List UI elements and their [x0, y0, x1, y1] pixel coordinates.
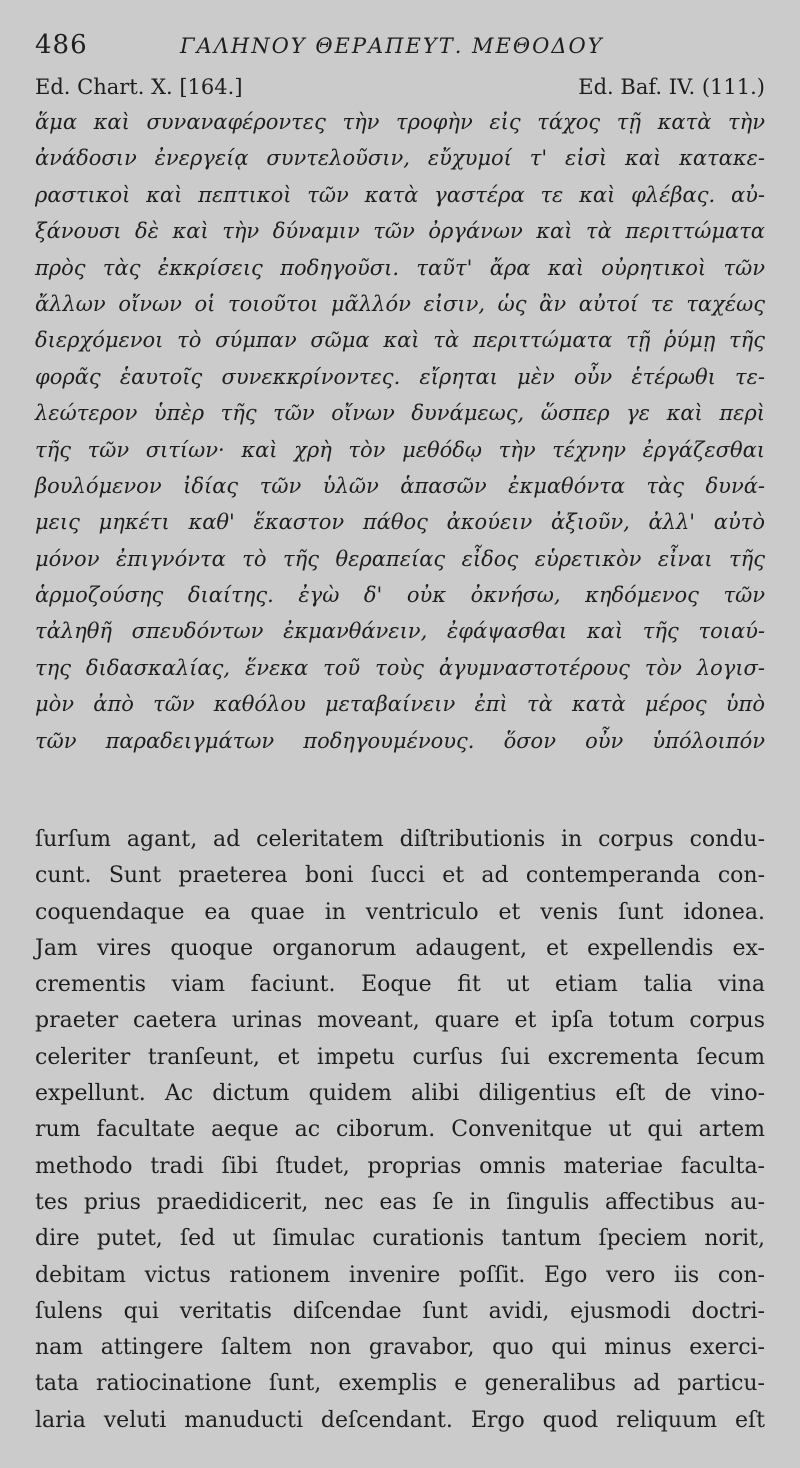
- latin-text-line: ſurſum agant, ad celeritatem diſtributionis in corpus condu-: [35, 827, 765, 852]
- latin-text-line: dire putet, ſed ut ſimulac curationis tantum ſpeciem norit,: [35, 1226, 765, 1252]
- greek-text-line: διερχόμενοι τὸ σύμπαν σῶμα καὶ τὰ περιττώματα τῇ ῥύμῃ τῆς: [35, 328, 765, 353]
- greek-text-line: ἀνάδοσιν ἐνεργείᾳ συντελοῦσιν, εὔχυμοί τ' εἰσὶ καὶ κατακε-: [35, 146, 765, 171]
- latin-text-line: methodo tradi ſibi ſtudet, proprias omnis materiae faculta-: [35, 1153, 765, 1179]
- greek-text-line: ξάνουσι δὲ καὶ τὴν δύναμιν τῶν ὀργάνων καὶ τὰ περιττώματα: [35, 219, 765, 244]
- latin-text-line: rum facultate aeque ac ciborum. Convenitque ut qui artem: [35, 1117, 765, 1143]
- page-header: [35, 30, 765, 64]
- greek-text-line: μὸν ἀπὸ τῶν καθόλου μεταβαίνειν ἐπὶ τὰ κατὰ μέρος ὑπὸ: [35, 692, 765, 717]
- latin-text-line: celeriter tranſeunt, et impetu curſus ſui excrementa ſecum: [35, 1044, 765, 1070]
- greek-text-line: ἁρμοζούσης διαίτης. ἐγὼ δ' οὐκ ὀκνήσω, κηδόμενος τῶν: [35, 583, 765, 608]
- edition-chartier: Ed. Chart. X. [164.]: [35, 75, 243, 99]
- greek-text-line: φορᾶς ἑαυτοῖς συνεκκρίνοντες. εἴρηται μὲν οὖν ἑτέρωθι τε-: [35, 364, 765, 389]
- latin-text-line: tes prius praedidicerit, nec eas ſe in ſingulis affectibus au-: [35, 1189, 765, 1215]
- greek-text-line: ἅμα καὶ συναναφέροντες τὴν τροφὴν εἰς τάχος τῇ κατὰ τὴν: [35, 110, 765, 134]
- latin-text-line: Jam vires quoque organorum adaugent, et expellendis ex-: [35, 935, 765, 961]
- latin-text-line: debitam victus rationem invenire poſſit. Ego vero iis con-: [35, 1262, 765, 1288]
- greek-text-line: μόνον ἐπιγνόντα τὸ τῆς θεραπείας εἶδος εὑρετικὸν εἶναι τῆς: [35, 546, 765, 571]
- greek-text-line: τῆς τῶν σιτίων· καὶ χρὴ τὸν μεθόδῳ τὴν τέχνην ἐργάζεσθαι: [35, 437, 765, 462]
- latin-text-line: expellunt. Ac dictum quidem alibi diligentius eſt de vino-: [35, 1081, 765, 1107]
- greek-text-line: ραστικοὶ καὶ πεπτικοὶ τῶν κατὰ γαστέρα τε καὶ φλέβας. αὐ-: [35, 182, 765, 207]
- latin-text-line: laria veluti manuducti deſcendant. Ergo quod reliquum eſt: [35, 1407, 765, 1433]
- latin-text-line: crementis viam faciunt. Eoque fit ut etiam talia vina: [35, 972, 765, 998]
- greek-text-line: πρὸς τὰς ἐκκρίσεις ποδηγοῦσι. ταῦτ' ἄρα καὶ οὐρητικοὶ τῶν: [35, 255, 765, 280]
- edition-basel: Ed. Baf. IV. (111.): [578, 75, 765, 99]
- greek-text-line: τῶν παραδειγμάτων ποδηγουμένους. ὅσον οὖν ὑπόλοιπόν: [35, 728, 765, 753]
- latin-text-line: cunt. Sunt praeterea boni ſucci et ad contemperanda con-: [35, 863, 765, 889]
- latin-text-line: coquendaque ea quae in ventriculo et venis ſunt idonea.: [35, 899, 765, 925]
- latin-text-block: [35, 822, 765, 1439]
- greek-text-line: λεώτερον ὑπὲρ τῆς τῶν οἴνων δυνάμεως, ὥσπερ γε καὶ περὶ: [35, 401, 765, 426]
- running-head: ΓΑΛΗΝΟΥ ΘΕΡΑΠΕΥΤ. ΜΕΘΟΔΟΥ: [180, 34, 604, 58]
- latin-text-line: praeter caetera urinas moveant, quare et ipſa totum corpus: [35, 1008, 765, 1034]
- greek-text-line: της διδασκαλίας, ἕνεκα τοῦ τοὺς ἀγυμναστοτέρους τὸν λογισ-: [35, 655, 765, 680]
- edition-references: [35, 72, 765, 102]
- greek-text-line: τἀληθῆ σπευδόντων ἐκμανθάνειν, ἐφάψασθαι καὶ τῆς τοιαύ-: [35, 619, 765, 644]
- latin-text-line: ſulens qui veritatis diſcendae ſunt avidi, ejusmodi doctri-: [35, 1298, 765, 1324]
- greek-text-line: ἄλλων οἴνων οἱ τοιοῦτοι μᾶλλόν εἰσιν, ὡς ἂν αὐτοί τε ταχέως: [35, 291, 765, 316]
- greek-text-line: βουλόμενον ἰδίας τῶν ὑλῶν ἁπασῶν ἐκμαθόντα τὰς δυνά-: [35, 473, 765, 498]
- greek-text-line: μεις μηκέτι καθ' ἕκαστον πάθος ἀκούειν ἀξιοῦν, ἀλλ' αὐτὸ: [35, 510, 765, 535]
- latin-text-line: tata ratiocinatione ſunt, exemplis e generalibus ad particu-: [35, 1371, 765, 1397]
- page-number: 486: [35, 30, 88, 60]
- latin-text-line: nam attingere ſaltem non gravabor, quo qui minus exerci-: [35, 1335, 765, 1361]
- greek-text-block: [35, 104, 765, 759]
